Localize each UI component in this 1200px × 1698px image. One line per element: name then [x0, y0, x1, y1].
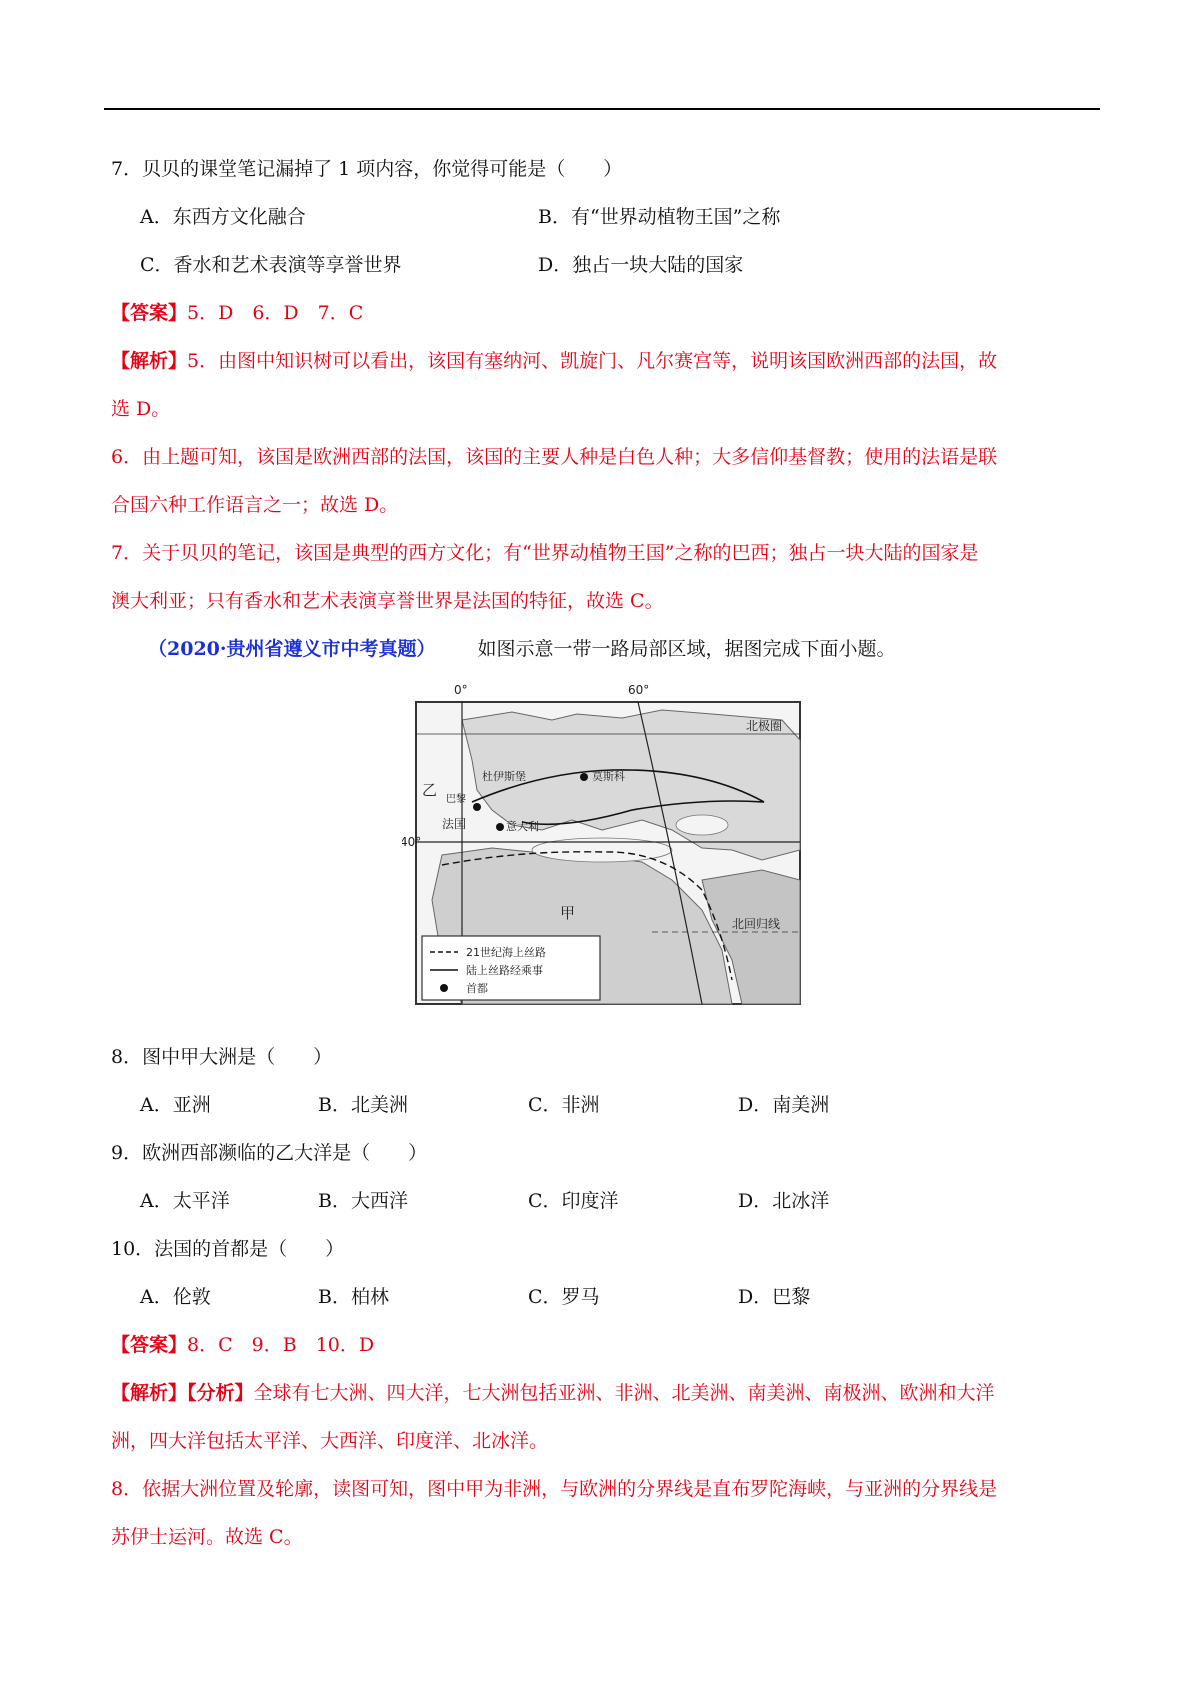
answer-tag: 【答案】 — [111, 1334, 188, 1356]
q9-option-d: D．北冰洋 — [738, 1190, 830, 1212]
q7-option-c: C．香水和艺术表演等享誉世界 — [140, 254, 402, 276]
belt-road-map — [402, 680, 814, 1020]
q7-option-b: B．有“世界动植物王国”之称 — [538, 206, 781, 228]
label-lat40: 40° — [402, 835, 422, 849]
source-tag: （2020·贵州省遵义市中考真题） — [148, 638, 436, 660]
label-moscow: 莫斯科 — [592, 770, 625, 783]
analysis-line: 7．关于贝贝的笔记，该国是典型的西方文化；有“世界动植物王国”之称的巴西；独占一块大陆的国家是 — [111, 542, 979, 564]
source-text: 如图示意一带一路局部区域，据图完成下面小题。 — [477, 638, 896, 660]
moscow-capital-dot — [580, 773, 588, 781]
q8-option-b: B．北美洲 — [318, 1094, 408, 1116]
legend-capital-label: 首都 — [466, 982, 488, 995]
q10-option-a: A．伦敦 — [140, 1286, 211, 1308]
answer-block-1 — [111, 300, 363, 326]
q9-option-c: C．印度洋 — [528, 1190, 619, 1212]
label-france: 法国 — [442, 817, 467, 831]
q10-option-c: C．罗马 — [528, 1286, 600, 1308]
answer-tag: 【答案】 — [111, 302, 188, 324]
analysis-line: 8．依据大洲位置及轮廓，读图可知，图中甲为非洲，与欧洲的分界线是直布罗陀海峡，与亚洲的分界线是 — [111, 1478, 998, 1500]
legend-sea-label: 21世纪海上丝路 — [466, 946, 546, 959]
analysis-line: 澳大利亚；只有香水和艺术表演享誉世界是法国的特征，故选 C。 — [111, 590, 664, 612]
analysis-line: 选 D。 — [111, 398, 171, 420]
answer-text: 8．C 9．B 10．D — [187, 1334, 375, 1356]
label-tropic: 北回归线 — [732, 917, 781, 931]
q7-option-a: A．东西方文化融合 — [140, 206, 306, 228]
analysis-text: 全球有七大洲、四大洋，七大洲包括亚洲、非洲、北美洲、南美洲、南极洲、欧洲和大洋 — [253, 1382, 995, 1404]
q8-option-c: C．非洲 — [528, 1094, 600, 1116]
label-duisburg: 杜伊斯堡 — [482, 770, 526, 783]
q7-option-d: D．独占一块大陆的国家 — [538, 254, 744, 276]
q8-option-a: A．亚洲 — [140, 1094, 211, 1116]
answer-block-2 — [111, 1332, 374, 1358]
analysis-tag: 【解析】 — [111, 350, 188, 372]
q10-option-d: D．巴黎 — [738, 1286, 811, 1308]
q8-option-d: D．南美洲 — [738, 1094, 830, 1116]
label-yi: 乙 — [422, 781, 438, 799]
q9-option-b: B．大西洋 — [318, 1190, 408, 1212]
analysis-line: 合国六种工作语言之一；故选 D。 — [111, 494, 399, 516]
label-lon60: 60° — [628, 683, 650, 697]
analysis-line: 6．由上题可知，该国是欧洲西部的法国，该国的主要人种是白色人种；大多信仰基督教；使用的法语是联 — [111, 446, 998, 468]
label-paris: 巴黎 — [446, 794, 466, 805]
q10-option-b: B．柏林 — [318, 1286, 389, 1308]
paris-capital-dot — [473, 803, 481, 811]
source-line — [148, 636, 896, 662]
label-jia: 甲 — [560, 904, 576, 922]
header-rule — [104, 108, 1100, 110]
q8-stem: 8．图中甲大洲是（ ） — [111, 1046, 333, 1068]
analysis-text: 5．由图中知识树可以看出，该国有塞纳河、凯旋门、凡尔赛宫等，说明该国欧洲西部的法国，故 — [187, 350, 998, 372]
black-sea — [676, 815, 728, 835]
analysis-line: 苏伊士运河。故选 C。 — [111, 1526, 303, 1548]
legend-land-label: 陆上丝路经乘事 — [466, 964, 543, 977]
q7-stem: 7．贝贝的课堂笔记漏掉了 1 项内容，你觉得可能是（ ） — [111, 158, 623, 180]
q9-stem: 9．欧洲西部濒临的乙大洋是（ ） — [111, 1142, 428, 1164]
legend-capital-swatch — [440, 984, 448, 992]
label-italy: 意大利 — [506, 820, 539, 833]
q9-option-a: A．太平洋 — [140, 1190, 230, 1212]
analysis-tag: 【解析】【分析】 — [111, 1382, 254, 1404]
answer-text: 5．D 6．D 7．C — [187, 302, 364, 324]
q10-stem: 10．法国的首都是（ ） — [111, 1238, 345, 1260]
analysis-line: 洲，四大洋包括太平洋、大西洋、印度洋、北冰洋。 — [111, 1430, 549, 1452]
label-arctic: 北极圈 — [746, 719, 783, 733]
label-lon0: 0° — [454, 683, 468, 697]
rome-capital-dot — [496, 823, 504, 831]
analysis-line — [111, 1380, 995, 1406]
analysis-line — [111, 348, 997, 374]
